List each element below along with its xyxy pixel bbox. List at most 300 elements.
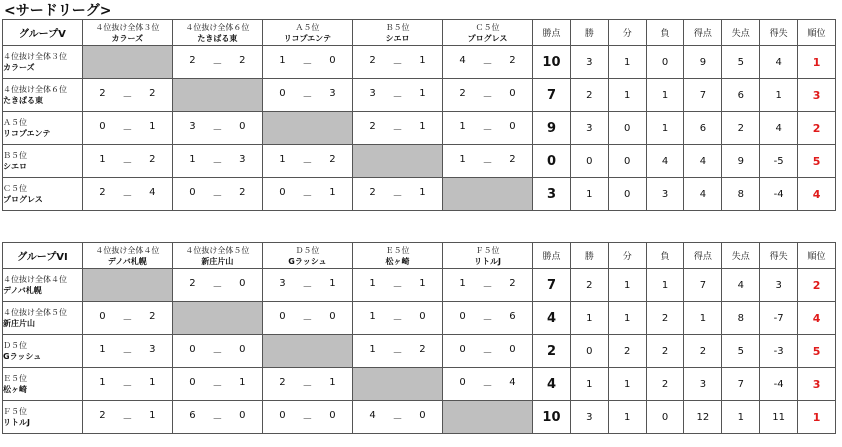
score-dash: － <box>392 413 403 425</box>
stat-header: 負 <box>646 20 684 46</box>
score-wrap <box>173 187 262 202</box>
goals-against: 1 <box>149 409 156 421</box>
team-name: シエロ <box>3 162 27 171</box>
stat-value: 7 <box>684 269 722 302</box>
score-dash: － <box>122 413 133 425</box>
points-value: 10 <box>533 401 571 434</box>
stat-value: 5 <box>722 335 760 368</box>
goals-for: 0 <box>189 376 196 388</box>
score-dash: － <box>122 190 133 202</box>
match-score <box>443 79 533 112</box>
goals-for: 4 <box>369 409 376 421</box>
goals-for: 0 <box>279 310 286 322</box>
team-name: リコプエンテ <box>3 129 51 138</box>
goals-against: 6 <box>509 310 516 322</box>
stat-value: 0 <box>646 401 684 434</box>
score-wrap <box>83 311 172 326</box>
score-dash: － <box>482 91 493 103</box>
score-dash: － <box>482 157 493 169</box>
group-title: グループV <box>3 20 83 46</box>
stat-value: 2 <box>684 335 722 368</box>
row-team-label <box>3 269 83 302</box>
score-wrap <box>443 55 532 70</box>
score-wrap <box>443 154 532 169</box>
score-wrap <box>173 55 262 70</box>
goals-against: 0 <box>509 120 516 132</box>
table-row <box>3 178 836 211</box>
goals-for: 3 <box>369 87 376 99</box>
match-score <box>82 335 172 368</box>
match-score <box>82 368 172 401</box>
table-row <box>3 145 836 178</box>
score-dash: － <box>482 281 493 293</box>
goals-for: 0 <box>459 310 466 322</box>
score-wrap <box>83 344 172 359</box>
stat-value: 3 <box>646 178 684 211</box>
stat-header: 勝 <box>570 20 608 46</box>
goals-against: 2 <box>329 153 336 165</box>
goals-against: 1 <box>149 376 156 388</box>
rank-value: 3 <box>798 79 836 112</box>
team-qualifier: Ｅ５位 <box>385 245 410 255</box>
stat-value: 0 <box>646 46 684 79</box>
team-name: カラーズ <box>111 33 144 43</box>
stat-value: 5 <box>722 46 760 79</box>
goals-against: 2 <box>149 310 156 322</box>
score-wrap <box>353 88 442 103</box>
stat-value: 2 <box>646 335 684 368</box>
goals-for: 2 <box>189 277 196 289</box>
points-value: 4 <box>533 302 571 335</box>
self-match-cell <box>352 368 442 401</box>
points-value: 9 <box>533 112 571 145</box>
stat-value: 1 <box>722 401 760 434</box>
match-score <box>82 112 172 145</box>
score-dash: － <box>302 314 313 326</box>
score-dash: － <box>302 190 313 202</box>
goals-against: 2 <box>509 153 516 165</box>
stat-value: 1 <box>684 302 722 335</box>
team-qualifier: ４位抜け全体４位 <box>95 245 160 255</box>
team-qualifier: ４位抜け全体４位 <box>3 275 67 284</box>
column-team-header <box>172 243 262 269</box>
stat-value: 2 <box>608 335 646 368</box>
stat-value: 1 <box>570 178 608 211</box>
stat-value: 2 <box>722 112 760 145</box>
points-value: 2 <box>533 335 571 368</box>
stat-value: 0 <box>570 145 608 178</box>
goals-against: 0 <box>239 343 246 355</box>
stat-value: 1 <box>646 112 684 145</box>
stat-value: 2 <box>570 269 608 302</box>
stat-value: 1 <box>608 269 646 302</box>
rank-value: 2 <box>798 112 836 145</box>
score-wrap <box>263 278 352 293</box>
match-score <box>352 302 442 335</box>
stat-header: 得点 <box>684 243 722 269</box>
team-qualifier: ４位抜け全体６位 <box>185 22 250 32</box>
team-name: Gラッシュ <box>288 256 327 266</box>
table-row <box>3 302 836 335</box>
stat-value: -3 <box>760 335 798 368</box>
row-team-label <box>3 79 83 112</box>
points-value: 7 <box>533 269 571 302</box>
score-wrap <box>353 55 442 70</box>
goals-for: 0 <box>459 343 466 355</box>
goals-for: 0 <box>99 310 106 322</box>
score-dash: － <box>212 190 223 202</box>
goals-for: 2 <box>369 186 376 198</box>
score-wrap <box>263 187 352 202</box>
table-row <box>3 401 836 434</box>
goals-against: 0 <box>509 343 516 355</box>
score-wrap <box>83 154 172 169</box>
stat-value: 8 <box>722 302 760 335</box>
rank-value: 2 <box>798 269 836 302</box>
self-match-cell <box>262 335 352 368</box>
match-score <box>443 269 533 302</box>
goals-against: 1 <box>419 87 426 99</box>
row-team-label <box>3 178 83 211</box>
stat-value: 1 <box>608 401 646 434</box>
self-match-cell <box>262 112 352 145</box>
goals-against: 0 <box>419 310 426 322</box>
stat-header: 順位 <box>798 20 836 46</box>
match-score <box>262 269 352 302</box>
match-score <box>352 79 442 112</box>
goals-against: 3 <box>329 87 336 99</box>
stat-value: 1 <box>608 302 646 335</box>
stat-value: 6 <box>684 112 722 145</box>
goals-for: 1 <box>99 153 106 165</box>
score-wrap <box>263 377 352 392</box>
score-dash: － <box>392 347 403 359</box>
rank-value: 3 <box>798 368 836 401</box>
goals-against: 4 <box>149 186 156 198</box>
team-name: たきばる東 <box>197 33 238 43</box>
stat-value: -4 <box>760 178 798 211</box>
goals-for: 1 <box>369 310 376 322</box>
goals-for: 1 <box>369 343 376 355</box>
score-dash: － <box>122 347 133 359</box>
goals-for: 2 <box>279 376 286 388</box>
score-wrap <box>263 154 352 169</box>
match-score <box>352 46 442 79</box>
stat-header: 失点 <box>722 20 760 46</box>
score-wrap <box>83 377 172 392</box>
goals-for: 3 <box>189 120 196 132</box>
header-row <box>3 243 836 269</box>
goals-for: 2 <box>99 186 106 198</box>
goals-for: 3 <box>279 277 286 289</box>
team-qualifier: Ｂ５位 <box>3 151 27 160</box>
team-qualifier: Ｃ５位 <box>3 184 27 193</box>
stat-value: 3 <box>570 46 608 79</box>
team-qualifier: Ａ５位 <box>3 118 27 127</box>
self-match-cell <box>352 145 442 178</box>
score-dash: － <box>212 58 223 70</box>
goals-against: 3 <box>239 153 246 165</box>
score-dash: － <box>212 124 223 136</box>
goals-for: 0 <box>99 120 106 132</box>
score-dash: － <box>212 413 223 425</box>
team-qualifier: ４位抜け全体３位 <box>3 52 67 61</box>
match-score <box>352 335 442 368</box>
stat-value: 9 <box>684 46 722 79</box>
match-score <box>172 401 262 434</box>
goals-against: 1 <box>239 376 246 388</box>
stat-header: 分 <box>608 20 646 46</box>
team-name: プログレス <box>3 195 43 204</box>
team-qualifier: Ｆ５位 <box>475 245 500 255</box>
score-wrap <box>443 88 532 103</box>
goals-against: 2 <box>149 87 156 99</box>
goals-for: 2 <box>99 87 106 99</box>
goals-against: 0 <box>239 409 246 421</box>
match-score <box>352 178 442 211</box>
score-dash: － <box>392 58 403 70</box>
score-wrap <box>83 410 172 425</box>
team-name: プログレス <box>467 33 508 43</box>
score-wrap <box>173 344 262 359</box>
goals-against: 1 <box>329 186 336 198</box>
column-team-header <box>352 243 442 269</box>
stat-value: 1 <box>646 79 684 112</box>
goals-for: 0 <box>189 186 196 198</box>
score-wrap <box>353 187 442 202</box>
score-dash: － <box>482 314 493 326</box>
stat-value: 0 <box>608 178 646 211</box>
header-row <box>3 20 836 46</box>
team-name: Gラッシュ <box>3 352 42 361</box>
team-qualifier: Ｅ５位 <box>3 374 27 383</box>
team-name: 新庄片山 <box>201 256 234 266</box>
team-name: デノバ札幌 <box>3 286 42 295</box>
score-dash: － <box>302 157 313 169</box>
score-dash: － <box>302 380 313 392</box>
team-name: リトルJ <box>3 418 30 427</box>
table-row <box>3 335 836 368</box>
table-row <box>3 46 836 79</box>
score-dash: － <box>122 124 133 136</box>
stat-value: 1 <box>608 368 646 401</box>
score-dash: － <box>302 58 313 70</box>
table-row <box>3 112 836 145</box>
self-match-cell <box>443 401 533 434</box>
match-score <box>262 46 352 79</box>
score-dash: － <box>482 380 493 392</box>
stat-value: 9 <box>722 145 760 178</box>
team-name: リコプエンテ <box>283 33 332 43</box>
team-qualifier: ４位抜け全体５位 <box>185 245 250 255</box>
stat-header: 得点 <box>684 20 722 46</box>
goals-against: 0 <box>329 409 336 421</box>
table-row <box>3 368 836 401</box>
match-score <box>82 145 172 178</box>
team-name: たきばる東 <box>3 96 43 105</box>
self-match-cell <box>82 269 172 302</box>
points-value: 3 <box>533 178 571 211</box>
goals-for: 2 <box>369 54 376 66</box>
stat-value: 4 <box>684 145 722 178</box>
score-dash: － <box>482 124 493 136</box>
goals-for: 1 <box>189 153 196 165</box>
stat-value: 7 <box>684 79 722 112</box>
score-wrap <box>353 278 442 293</box>
team-qualifier: Ｂ５位 <box>385 22 410 32</box>
match-score <box>262 368 352 401</box>
match-score <box>443 335 533 368</box>
team-qualifier: Ｄ５位 <box>3 341 27 350</box>
score-dash: － <box>392 281 403 293</box>
row-team-label <box>3 335 83 368</box>
row-team-label <box>3 145 83 178</box>
team-qualifier: Ｄ５位 <box>295 245 320 255</box>
group-title: グループVI <box>3 243 83 269</box>
stat-value: 0 <box>570 335 608 368</box>
stat-value: 7 <box>722 368 760 401</box>
match-score <box>82 178 172 211</box>
goals-against: 2 <box>239 186 246 198</box>
match-score <box>352 112 442 145</box>
column-team-header <box>443 243 533 269</box>
stat-header: 勝 <box>570 243 608 269</box>
stat-value: -5 <box>760 145 798 178</box>
goals-against: 0 <box>239 120 246 132</box>
match-score <box>82 79 172 112</box>
score-dash: － <box>212 347 223 359</box>
rank-value: 5 <box>798 145 836 178</box>
goals-against: 0 <box>329 54 336 66</box>
stat-value: 4 <box>722 269 760 302</box>
score-wrap <box>443 278 532 293</box>
score-dash: － <box>122 314 133 326</box>
score-dash: － <box>212 380 223 392</box>
stat-value: 3 <box>684 368 722 401</box>
match-score <box>172 46 262 79</box>
team-name: デノバ札幌 <box>107 256 147 266</box>
stat-value: 0 <box>608 112 646 145</box>
goals-for: 2 <box>369 120 376 132</box>
column-team-header <box>82 20 172 46</box>
score-wrap <box>353 311 442 326</box>
match-score <box>82 302 172 335</box>
stat-value: 0 <box>608 145 646 178</box>
match-score <box>262 302 352 335</box>
match-score <box>262 178 352 211</box>
row-team-label <box>3 112 83 145</box>
team-name: 松ヶ崎 <box>385 256 410 266</box>
stat-value: 1 <box>570 368 608 401</box>
goals-against: 1 <box>419 186 426 198</box>
goals-for: 4 <box>459 54 466 66</box>
self-match-cell <box>82 46 172 79</box>
score-wrap <box>263 88 352 103</box>
score-wrap <box>443 311 532 326</box>
row-team-label <box>3 368 83 401</box>
match-score <box>172 178 262 211</box>
rank-value: 4 <box>798 302 836 335</box>
self-match-cell <box>172 79 262 112</box>
stat-value: 1 <box>760 79 798 112</box>
match-score <box>262 401 352 434</box>
score-wrap <box>83 88 172 103</box>
team-qualifier: ４位抜け全体６位 <box>3 85 67 94</box>
row-team-label <box>3 302 83 335</box>
points-value: 7 <box>533 79 571 112</box>
match-score <box>443 368 533 401</box>
score-dash: － <box>122 91 133 103</box>
team-qualifier: Ｃ５位 <box>475 22 500 32</box>
team-name: 新庄片山 <box>3 319 35 328</box>
goals-for: 0 <box>279 409 286 421</box>
points-value: 10 <box>533 46 571 79</box>
stat-value: 1 <box>570 302 608 335</box>
stat-value: 12 <box>684 401 722 434</box>
goals-for: 1 <box>99 376 106 388</box>
score-dash: － <box>392 314 403 326</box>
self-match-cell <box>172 302 262 335</box>
team-qualifier: ４位抜け全体３位 <box>95 22 160 32</box>
score-dash: － <box>482 347 493 359</box>
match-score <box>262 79 352 112</box>
stat-value: 2 <box>646 302 684 335</box>
score-wrap <box>83 187 172 202</box>
stat-value: 3 <box>760 269 798 302</box>
stat-value: 2 <box>646 368 684 401</box>
match-score <box>172 368 262 401</box>
stat-value: 2 <box>570 79 608 112</box>
stat-header: 順位 <box>798 243 836 269</box>
table-row <box>3 79 836 112</box>
goals-against: 2 <box>149 153 156 165</box>
score-wrap <box>263 55 352 70</box>
team-name: シエロ <box>385 33 410 43</box>
goals-for: 1 <box>369 277 376 289</box>
goals-against: 4 <box>509 376 516 388</box>
match-score <box>352 269 442 302</box>
score-dash: － <box>482 58 493 70</box>
stat-value: 4 <box>646 145 684 178</box>
score-wrap <box>173 154 262 169</box>
team-qualifier: Ａ５位 <box>295 22 320 32</box>
column-team-header <box>172 20 262 46</box>
goals-against: 0 <box>509 87 516 99</box>
goals-for: 0 <box>189 343 196 355</box>
stat-header: 得失 <box>760 20 798 46</box>
goals-against: 1 <box>329 376 336 388</box>
match-score <box>352 401 442 434</box>
stat-value: 4 <box>760 112 798 145</box>
rank-value: 4 <box>798 178 836 211</box>
goals-for: 0 <box>279 87 286 99</box>
rank-value: 1 <box>798 46 836 79</box>
stat-value: -7 <box>760 302 798 335</box>
team-name: カラーズ <box>3 63 35 72</box>
match-score <box>172 335 262 368</box>
self-match-cell <box>443 178 533 211</box>
stat-value: 6 <box>722 79 760 112</box>
stat-value: 4 <box>760 46 798 79</box>
goals-for: 1 <box>279 54 286 66</box>
table-row <box>3 269 836 302</box>
match-score <box>443 145 533 178</box>
score-wrap <box>353 121 442 136</box>
rank-value: 5 <box>798 335 836 368</box>
goals-against: 2 <box>509 54 516 66</box>
goals-against: 2 <box>419 343 426 355</box>
goals-for: 1 <box>459 277 466 289</box>
